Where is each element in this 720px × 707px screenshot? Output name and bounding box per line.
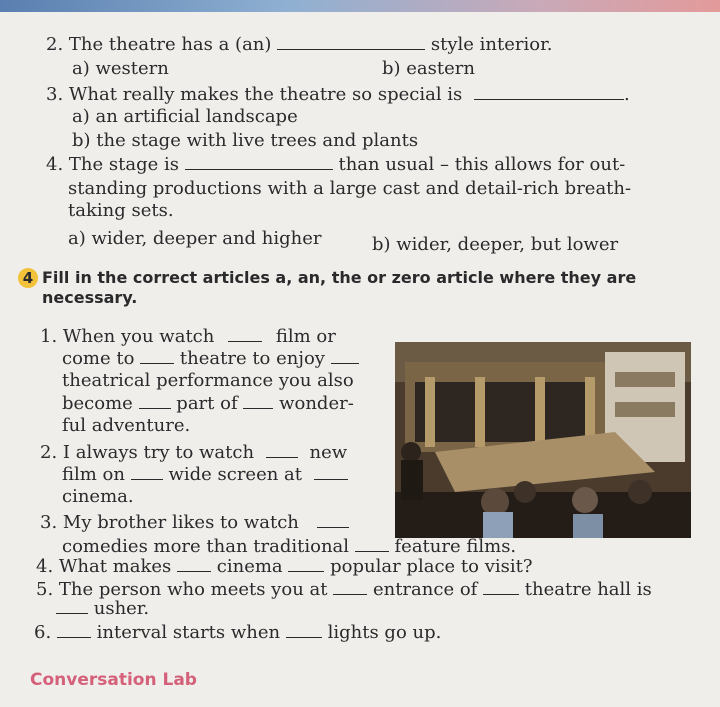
item2-blank-3[interactable] (314, 465, 348, 480)
item5-blank-2[interactable] (483, 580, 519, 595)
ex4-item2-line3: cinema. (62, 486, 134, 507)
item4-text-c: popular place to visit? (330, 556, 533, 577)
task-4-instruction-line2: necessary. (42, 288, 138, 307)
item4-text-b: cinema (216, 556, 283, 577)
item1-line4-text-b: part of (176, 393, 238, 414)
q4-option-b: b) wider, deeper, but lower (372, 234, 619, 255)
ex4-item2-line1 (40, 442, 347, 464)
q3-option-b: b) the stage with live trees and plants (72, 130, 419, 151)
q2-line (46, 34, 552, 56)
item1-line4-text-a: become (62, 393, 133, 414)
q4-number: 4. (46, 154, 64, 175)
item1-blank-5[interactable] (243, 394, 273, 409)
q2-text-after: style interior. (430, 34, 553, 55)
item2-line2-text-b: wide screen at (168, 464, 303, 485)
q4-option-a: a) wider, deeper and higher (68, 228, 322, 249)
item3-blank-1[interactable] (317, 513, 349, 528)
item5-text-l2: usher. (93, 598, 150, 619)
q2-number: 2. (46, 34, 64, 55)
q4-text-after: than usual – this allows for out- (338, 154, 626, 175)
q2-option-b: b) eastern (382, 58, 475, 79)
item2-blank-2[interactable] (131, 465, 163, 480)
item6-blank-2[interactable] (286, 623, 322, 638)
item1-text-b: film or (275, 326, 336, 347)
q3-end: . (624, 84, 630, 105)
item2-number: 2. (40, 442, 58, 463)
ex4-item4-line (36, 556, 533, 578)
ex4-item1-line1 (40, 326, 336, 348)
item1-line4-text-c: wonder- (279, 393, 354, 414)
q3-number: 3. (46, 84, 64, 105)
q3-blank[interactable] (474, 85, 624, 100)
task-4-heading (18, 268, 708, 308)
q4-line-2: standing productions with a large cast and detail-rich breath- (68, 178, 632, 199)
q4-blank[interactable] (185, 155, 333, 170)
item1-text-a: When you watch (62, 326, 215, 347)
item6-blank-1[interactable] (57, 623, 91, 638)
ex4-item6-line (34, 622, 441, 644)
item3-text-1: My brother likes to watch (62, 512, 299, 533)
q3-text: What really makes the theatre so special is (68, 84, 463, 105)
item2-blank-1[interactable] (266, 443, 298, 458)
item5-number: 5. (36, 579, 54, 600)
q4-line (46, 154, 625, 176)
item1-line2-text-b: theatre to enjoy (179, 348, 325, 369)
ex4-item5-line2 (56, 598, 149, 620)
item6-text-a: interval starts when (96, 622, 281, 643)
item4-blank-2[interactable] (288, 557, 324, 572)
globe-theatre-photo (395, 342, 691, 538)
item1-line2-text-a: come to (62, 348, 135, 369)
item6-text-b: lights go up. (327, 622, 442, 643)
item5-text-b: entrance of (372, 579, 478, 600)
item5-blank-3[interactable] (56, 599, 88, 614)
ex4-item3-line2 (62, 536, 516, 558)
ex4-item1-line3: theatrical performance you also (62, 370, 354, 391)
theatre-illustration (395, 342, 691, 538)
item1-blank-4[interactable] (139, 394, 171, 409)
conversation-lab-heading: Conversation Lab (30, 670, 197, 690)
item5-text-a: The person who meets you at (58, 579, 328, 600)
item2-text-1b: new (309, 442, 348, 463)
item4-blank-1[interactable] (177, 557, 211, 572)
item6-number: 6. (34, 622, 52, 643)
item2-text-1: I always try to watch (62, 442, 255, 463)
item3-blank-2[interactable] (355, 537, 389, 552)
q2-option-a: a) western (72, 58, 169, 79)
item3-number: 3. (40, 512, 58, 533)
item5-blank-1[interactable] (333, 580, 367, 595)
q2-blank[interactable] (277, 35, 425, 50)
ex4-item1-line2 (62, 348, 359, 370)
q4-line-3: taking sets. (68, 200, 174, 221)
task-4-instruction-line1: Fill in the correct articles a, an, the or zero article where they are (42, 268, 637, 287)
ex4-item3-line1 (40, 512, 349, 534)
ex4-item1-line5: ful adventure. (62, 415, 191, 436)
item4-number: 4. (36, 556, 54, 577)
task-number-badge: 4 (18, 268, 38, 288)
item3-text-2: comedies more than traditional (62, 536, 350, 557)
item1-blank-1[interactable] (228, 327, 262, 342)
item2-line2-text-a: film on (62, 464, 125, 485)
item1-blank-3[interactable] (331, 349, 359, 364)
q4-text-before: The stage is (68, 154, 179, 175)
q3-option-a: a) an artificial landscape (72, 106, 298, 127)
q3-line (46, 84, 630, 106)
item5-text-c: theatre hall is (524, 579, 652, 600)
item1-number: 1. (40, 326, 58, 347)
item3-text-2b: feature films. (394, 536, 517, 557)
q2-text-before: The theatre has a (an) (68, 34, 272, 55)
ex4-item1-line4 (62, 393, 354, 415)
item4-text-a: What makes (58, 556, 172, 577)
item1-blank-2[interactable] (140, 349, 174, 364)
ex4-item2-line2 (62, 464, 348, 486)
